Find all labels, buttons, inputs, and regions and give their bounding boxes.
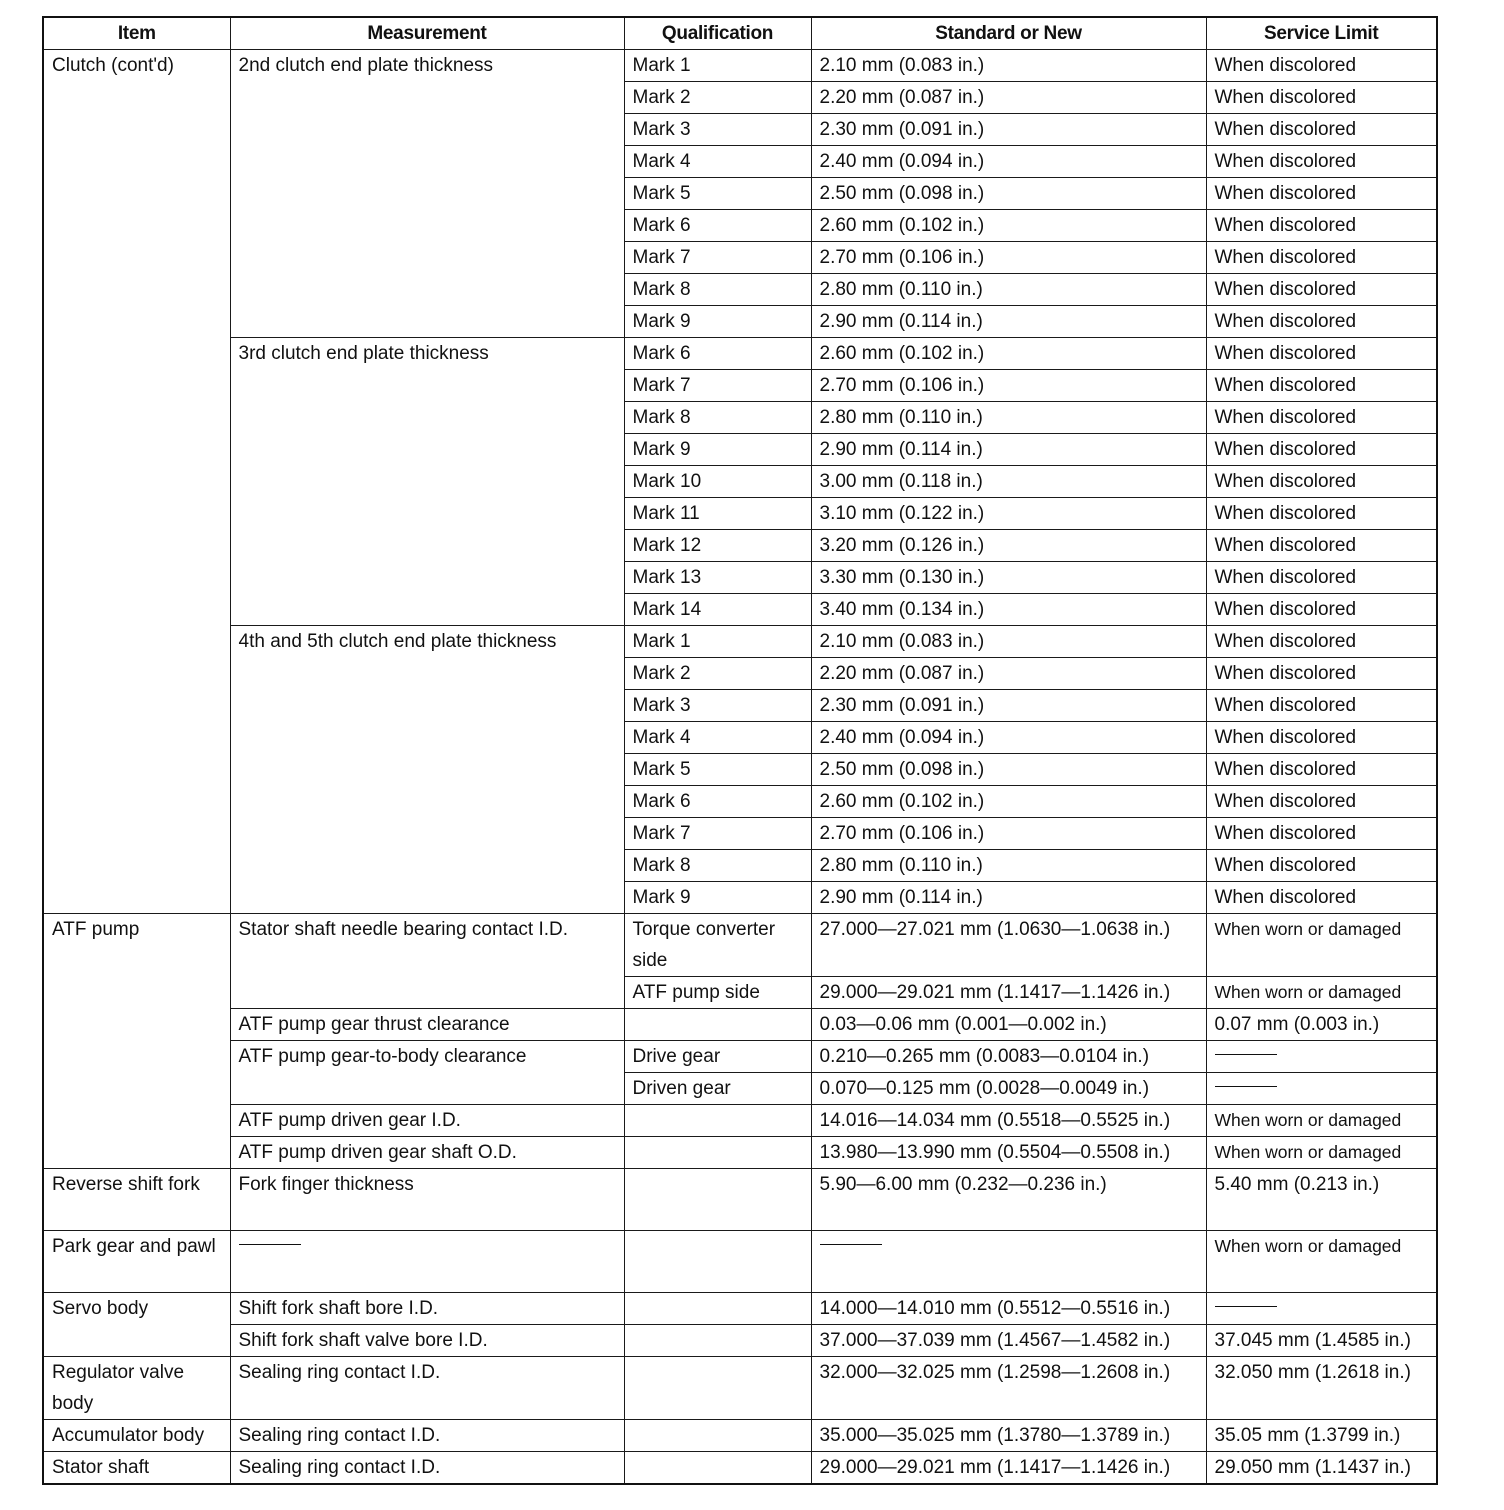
- qualification-cell: [624, 1325, 811, 1357]
- header-qualification: Qualification: [624, 17, 811, 50]
- standard-cell: 2.30 mm (0.091 in.): [811, 114, 1206, 146]
- qualification-cell: Mark 4: [624, 146, 811, 178]
- table-row: [43, 1325, 1437, 1357]
- standard-cell: [811, 1231, 1206, 1293]
- service-limit-cell: When discolored: [1206, 338, 1437, 370]
- standard-cell: 0.03—0.06 mm (0.001—0.002 in.): [811, 1009, 1206, 1041]
- item-cell: Stator shaft: [43, 1452, 230, 1485]
- qualification-cell: Mark 7: [624, 370, 811, 402]
- standard-cell: 2.30 mm (0.091 in.): [811, 690, 1206, 722]
- qualification-cell: Mark 9: [624, 306, 811, 338]
- dash-placeholder: [1215, 1306, 1277, 1307]
- service-limit-cell: When discolored: [1206, 210, 1437, 242]
- standard-cell: 2.60 mm (0.102 in.): [811, 786, 1206, 818]
- standard-cell: 5.90—6.00 mm (0.232—0.236 in.): [811, 1169, 1206, 1231]
- service-limit-cell: When discolored: [1206, 114, 1437, 146]
- standard-cell: 3.20 mm (0.126 in.): [811, 530, 1206, 562]
- service-limit-cell: When discolored: [1206, 146, 1437, 178]
- qualification-cell: [624, 1420, 811, 1452]
- table-row: [43, 1105, 1437, 1137]
- qualification-cell: Mark 2: [624, 82, 811, 114]
- service-limit-cell: When discolored: [1206, 306, 1437, 338]
- table-row: [43, 1137, 1437, 1169]
- service-limit-cell: When discolored: [1206, 242, 1437, 274]
- item-cell: Regulator valve body: [43, 1357, 230, 1420]
- qualification-cell: Mark 9: [624, 882, 811, 914]
- qualification-cell: ATF pump side: [624, 977, 811, 1009]
- service-limit-cell: When discolored: [1206, 818, 1437, 850]
- measurement-cell: Shift fork shaft valve bore I.D.: [230, 1325, 624, 1357]
- standard-cell: 3.40 mm (0.134 in.): [811, 594, 1206, 626]
- standard-cell: 27.000—27.021 mm (1.0630—1.0638 in.): [811, 914, 1206, 977]
- qualification-cell: Mark 13: [624, 562, 811, 594]
- measurement-cell: ATF pump driven gear I.D.: [230, 1105, 624, 1137]
- service-limit-cell: When discolored: [1206, 658, 1437, 690]
- service-limit-cell: 35.05 mm (1.3799 in.): [1206, 1420, 1437, 1452]
- header-service-limit: Service Limit: [1206, 17, 1437, 50]
- standard-cell: 2.60 mm (0.102 in.): [811, 338, 1206, 370]
- standard-cell: 14.016—14.034 mm (0.5518—0.5525 in.): [811, 1105, 1206, 1137]
- qualification-cell: [624, 1452, 811, 1485]
- qualification-cell: Mark 8: [624, 850, 811, 882]
- service-limit-cell: When discolored: [1206, 786, 1437, 818]
- standard-cell: 2.90 mm (0.114 in.): [811, 882, 1206, 914]
- qualification-cell: Mark 2: [624, 658, 811, 690]
- measurement-cell: ATF pump driven gear shaft O.D.: [230, 1137, 624, 1169]
- specifications-table: [42, 16, 1438, 1485]
- table-row: [43, 914, 1437, 977]
- item-cell: Clutch (cont'd): [43, 50, 230, 914]
- standard-cell: 0.210—0.265 mm (0.0083—0.0104 in.): [811, 1041, 1206, 1073]
- measurement-cell: ATF pump gear-to-body clearance: [230, 1041, 624, 1105]
- service-limit-cell: When discolored: [1206, 594, 1437, 626]
- table-row: [43, 50, 1437, 82]
- standard-cell: 2.40 mm (0.094 in.): [811, 146, 1206, 178]
- standard-cell: 2.10 mm (0.083 in.): [811, 50, 1206, 82]
- measurement-cell: Stator shaft needle bearing contact I.D.: [230, 914, 624, 1009]
- measurement-cell: 3rd clutch end plate thickness: [230, 338, 624, 626]
- service-limit-cell: When discolored: [1206, 562, 1437, 594]
- service-limit-cell: When discolored: [1206, 434, 1437, 466]
- qualification-cell: Mark 3: [624, 690, 811, 722]
- qualification-cell: Mark 14: [624, 594, 811, 626]
- dash-placeholder: [239, 1244, 301, 1245]
- service-limit-cell: [1206, 1293, 1437, 1325]
- service-limit-cell: When discolored: [1206, 850, 1437, 882]
- measurement-cell: Shift fork shaft bore I.D.: [230, 1293, 624, 1325]
- qualification-cell: [624, 1009, 811, 1041]
- service-limit-cell: When worn or damaged: [1206, 1231, 1437, 1293]
- measurement-cell: ATF pump gear thrust clearance: [230, 1009, 624, 1041]
- service-limit-cell: When discolored: [1206, 882, 1437, 914]
- item-cell: ATF pump: [43, 914, 230, 1169]
- service-limit-cell: 0.07 mm (0.003 in.): [1206, 1009, 1437, 1041]
- dash-placeholder: [1215, 1054, 1277, 1055]
- service-limit-cell: When worn or damaged: [1206, 1105, 1437, 1137]
- item-cell: Park gear and pawl: [43, 1231, 230, 1293]
- standard-cell: 2.60 mm (0.102 in.): [811, 210, 1206, 242]
- standard-cell: 2.50 mm (0.098 in.): [811, 178, 1206, 210]
- qualification-cell: Mark 5: [624, 178, 811, 210]
- table-body: [43, 50, 1437, 1485]
- standard-cell: 2.20 mm (0.087 in.): [811, 658, 1206, 690]
- qualification-cell: Mark 8: [624, 402, 811, 434]
- standard-cell: 29.000—29.021 mm (1.1417—1.1426 in.): [811, 1452, 1206, 1485]
- table-row: [43, 1452, 1437, 1485]
- service-limit-cell: [1206, 1073, 1437, 1105]
- qualification-cell: Mark 7: [624, 818, 811, 850]
- standard-cell: 3.10 mm (0.122 in.): [811, 498, 1206, 530]
- standard-cell: 2.80 mm (0.110 in.): [811, 274, 1206, 306]
- qualification-cell: Mark 10: [624, 466, 811, 498]
- table-row: [43, 1420, 1437, 1452]
- service-limit-cell: When discolored: [1206, 274, 1437, 306]
- service-limit-cell: When discolored: [1206, 626, 1437, 658]
- qualification-cell: Mark 4: [624, 722, 811, 754]
- service-limit-cell: When discolored: [1206, 402, 1437, 434]
- service-limit-cell: When discolored: [1206, 722, 1437, 754]
- qualification-cell: [624, 1169, 811, 1231]
- table-row: [43, 1231, 1437, 1293]
- table-row: [43, 1009, 1437, 1041]
- qualification-cell: Mark 3: [624, 114, 811, 146]
- service-limit-cell: When discolored: [1206, 754, 1437, 786]
- standard-cell: 3.30 mm (0.130 in.): [811, 562, 1206, 594]
- table-row: [43, 1357, 1437, 1420]
- qualification-cell: [624, 1137, 811, 1169]
- header-item: Item: [43, 17, 230, 50]
- qualification-cell: Mark 6: [624, 338, 811, 370]
- service-limit-cell: When discolored: [1206, 178, 1437, 210]
- standard-cell: 0.070—0.125 mm (0.0028—0.0049 in.): [811, 1073, 1206, 1105]
- service-limit-cell: When worn or damaged: [1206, 977, 1437, 1009]
- standard-cell: 2.40 mm (0.094 in.): [811, 722, 1206, 754]
- measurement-cell: [230, 1231, 624, 1293]
- standard-cell: 37.000—37.039 mm (1.4567—1.4582 in.): [811, 1325, 1206, 1357]
- standard-cell: 2.20 mm (0.087 in.): [811, 82, 1206, 114]
- service-limit-cell: When discolored: [1206, 82, 1437, 114]
- qualification-cell: Mark 5: [624, 754, 811, 786]
- qualification-cell: Mark 12: [624, 530, 811, 562]
- qualification-cell: Mark 11: [624, 498, 811, 530]
- qualification-cell: Drive gear: [624, 1041, 811, 1073]
- item-cell: Reverse shift fork: [43, 1169, 230, 1231]
- qualification-cell: [624, 1231, 811, 1293]
- item-cell: Servo body: [43, 1293, 230, 1357]
- qualification-cell: [624, 1293, 811, 1325]
- table-row: [43, 1293, 1437, 1325]
- standard-cell: 2.90 mm (0.114 in.): [811, 306, 1206, 338]
- dash-placeholder: [1215, 1086, 1277, 1087]
- measurement-cell: Sealing ring contact I.D.: [230, 1452, 624, 1485]
- measurement-cell: Sealing ring contact I.D.: [230, 1420, 624, 1452]
- service-limit-cell: 37.045 mm (1.4585 in.): [1206, 1325, 1437, 1357]
- service-limit-cell: When discolored: [1206, 370, 1437, 402]
- standard-cell: 2.70 mm (0.106 in.): [811, 370, 1206, 402]
- qualification-cell: Driven gear: [624, 1073, 811, 1105]
- qualification-cell: Mark 1: [624, 50, 811, 82]
- standard-cell: 2.70 mm (0.106 in.): [811, 818, 1206, 850]
- standard-cell: 2.50 mm (0.098 in.): [811, 754, 1206, 786]
- service-limit-cell: 32.050 mm (1.2618 in.): [1206, 1357, 1437, 1420]
- service-limit-cell: When worn or damaged: [1206, 1137, 1437, 1169]
- measurement-cell: 2nd clutch end plate thickness: [230, 50, 624, 338]
- standard-cell: 13.980—13.990 mm (0.5504—0.5508 in.): [811, 1137, 1206, 1169]
- qualification-cell: Mark 8: [624, 274, 811, 306]
- standard-cell: 14.000—14.010 mm (0.5512—0.5516 in.): [811, 1293, 1206, 1325]
- measurement-cell: Sealing ring contact I.D.: [230, 1357, 624, 1420]
- standard-cell: 32.000—32.025 mm (1.2598—1.2608 in.): [811, 1357, 1206, 1420]
- service-limit-cell: 5.40 mm (0.213 in.): [1206, 1169, 1437, 1231]
- service-limit-cell: [1206, 1041, 1437, 1073]
- qualification-cell: Mark 9: [624, 434, 811, 466]
- service-limit-cell: 29.050 mm (1.1437 in.): [1206, 1452, 1437, 1485]
- service-limit-cell: When discolored: [1206, 690, 1437, 722]
- qualification-cell: Mark 1: [624, 626, 811, 658]
- table-row: [43, 1041, 1437, 1073]
- service-limit-cell: When discolored: [1206, 466, 1437, 498]
- item-cell: Accumulator body: [43, 1420, 230, 1452]
- service-limit-cell: When worn or damaged: [1206, 914, 1437, 977]
- qualification-cell: [624, 1357, 811, 1420]
- qualification-cell: [624, 1105, 811, 1137]
- table-row: [43, 338, 1437, 370]
- standard-cell: 2.80 mm (0.110 in.): [811, 402, 1206, 434]
- qualification-cell: Mark 7: [624, 242, 811, 274]
- standard-cell: 2.80 mm (0.110 in.): [811, 850, 1206, 882]
- header-measurement: Measurement: [230, 17, 624, 50]
- qualification-cell: Mark 6: [624, 786, 811, 818]
- header-standard: Standard or New: [811, 17, 1206, 50]
- table-row: [43, 626, 1437, 658]
- service-limit-cell: When discolored: [1206, 530, 1437, 562]
- service-limit-cell: When discolored: [1206, 498, 1437, 530]
- standard-cell: 2.70 mm (0.106 in.): [811, 242, 1206, 274]
- measurement-cell: Fork finger thickness: [230, 1169, 624, 1231]
- standard-cell: 2.10 mm (0.083 in.): [811, 626, 1206, 658]
- measurement-cell: 4th and 5th clutch end plate thickness: [230, 626, 624, 914]
- standard-cell: 29.000—29.021 mm (1.1417—1.1426 in.): [811, 977, 1206, 1009]
- qualification-cell: Mark 6: [624, 210, 811, 242]
- standard-cell: 3.00 mm (0.118 in.): [811, 466, 1206, 498]
- table-row: [43, 1169, 1437, 1231]
- service-limit-cell: When discolored: [1206, 50, 1437, 82]
- dash-placeholder: [820, 1244, 882, 1245]
- header-row: [43, 17, 1437, 50]
- standard-cell: 35.000—35.025 mm (1.3780—1.3789 in.): [811, 1420, 1206, 1452]
- qualification-cell: Torque converter side: [624, 914, 811, 977]
- standard-cell: 2.90 mm (0.114 in.): [811, 434, 1206, 466]
